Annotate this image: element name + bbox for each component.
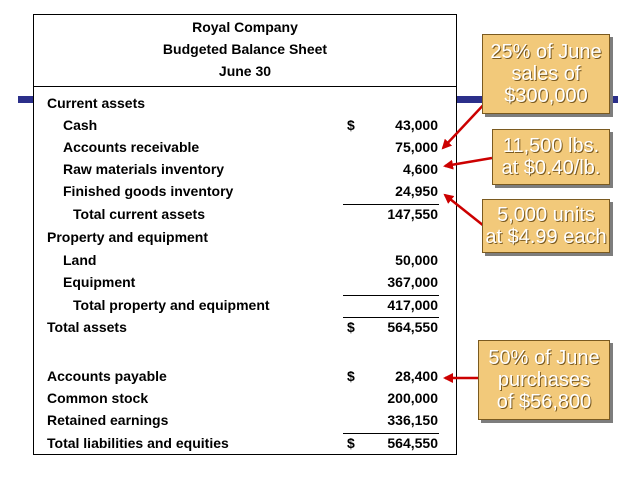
dollar-sign: $ [347, 117, 355, 133]
row-land [34, 250, 456, 272]
callout-text: 50% of June purchases of $56,800 [488, 347, 600, 413]
row-common-stock [34, 388, 456, 410]
row-label: Land [63, 252, 97, 268]
row-property-equipment [34, 227, 456, 249]
row-label: Total current assets [73, 206, 206, 222]
row-accounts-receivable [34, 137, 456, 159]
dollar-sign: $ [347, 435, 355, 451]
row-amount: 4,600 [402, 161, 438, 177]
row-label: Accounts payable [47, 368, 167, 384]
callout-payable-note [478, 340, 610, 420]
row-finished-goods [34, 181, 456, 203]
row-amount: 564,550 [387, 435, 438, 451]
row-equipment [34, 272, 456, 294]
sheet-header [34, 15, 456, 87]
row-amount: 336,150 [387, 412, 438, 428]
row-amount: 24,950 [395, 183, 438, 199]
row-amount: 367,000 [387, 274, 438, 290]
row-total-liabilities-equities [34, 433, 456, 455]
row-label: Finished goods inventory [63, 183, 234, 199]
row-retained-earnings [34, 410, 456, 432]
row-label: Total assets [47, 319, 127, 335]
statement-title: Budgeted Balance Sheet [162, 41, 328, 57]
row-amount: 200,000 [387, 390, 438, 406]
row-accounts-payable [34, 366, 456, 388]
statement-date: June 30 [218, 63, 272, 79]
row-label: Property and equipment [47, 229, 209, 245]
row-total-current-assets [34, 204, 456, 226]
row-total-assets [34, 317, 456, 339]
row-label: Total property and equipment [73, 297, 270, 313]
row-amount: 417,000 [387, 297, 438, 313]
row-total-property [34, 295, 456, 317]
row-amount: 43,000 [395, 117, 438, 133]
dollar-sign: $ [347, 319, 355, 335]
row-amount: 28,400 [395, 368, 438, 384]
callout-finished-goods-note [482, 199, 610, 253]
row-label: Accounts receivable [63, 139, 200, 155]
row-cash [34, 115, 456, 137]
row-label: Current assets [47, 95, 146, 111]
row-label: Raw materials inventory [63, 161, 225, 177]
row-label: Retained earnings [47, 412, 169, 428]
row-label: Common stock [47, 390, 149, 406]
row-amount: 50,000 [395, 252, 438, 268]
company-name: Royal Company [192, 19, 298, 35]
callout-receivable-note [482, 34, 610, 114]
row-label: Total liabilities and equities [47, 435, 229, 451]
row-amount: 75,000 [395, 139, 438, 155]
callout-raw-materials-note [492, 129, 610, 185]
row-current-assets [34, 93, 456, 115]
callout-text: 5,000 units at $4.99 each [485, 204, 607, 248]
row-amount: 147,550 [387, 206, 438, 222]
callout-text: 25% of June sales of $300,000 [490, 41, 602, 107]
callout-text: 11,500 lbs. at $0.40/lb. [501, 135, 601, 179]
balance-sheet [33, 14, 457, 455]
dollar-sign: $ [347, 368, 355, 384]
row-amount: 564,550 [387, 319, 438, 335]
row-label: Cash [63, 117, 98, 133]
row-raw-materials [34, 159, 456, 181]
row-label: Equipment [63, 274, 136, 290]
